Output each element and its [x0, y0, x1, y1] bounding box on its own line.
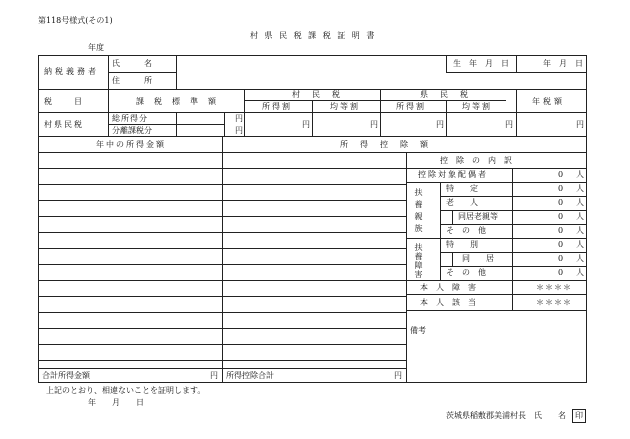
yen-unit: 円: [235, 114, 243, 123]
person-unit: 人: [576, 226, 584, 235]
self-applies-stars: ＊＊＊＊: [536, 298, 572, 307]
certify-date: 年 月 日: [88, 398, 144, 407]
specified-label: 特 定: [446, 184, 478, 193]
other-count: 0: [558, 226, 564, 235]
self-disabled-label: 本 人 障 害: [420, 283, 476, 292]
separate-tax-label: 分離課税分: [112, 126, 152, 135]
pref-income-rate: 所得割: [396, 102, 426, 111]
other2-label: そ の 他: [446, 268, 486, 277]
prefecture-tax-header: 県 民 税: [420, 90, 470, 99]
cohabiting-elderly-label: 同居老親等: [458, 212, 498, 221]
village-income-rate: 所得割: [262, 102, 292, 111]
deduction-detail-header: 控 除 の 内 訳: [440, 156, 512, 165]
birth-label: 生 年 月 日: [453, 59, 509, 68]
special-label: 特 別: [446, 240, 478, 249]
yen-unit: 円: [302, 120, 310, 129]
elderly-label: 老 人: [446, 198, 478, 207]
certify-text: 上記のとおり、相違ないことを証明します。: [46, 386, 206, 395]
cohabit-label: 同 居: [462, 254, 494, 263]
person-unit: 人: [576, 198, 584, 207]
yen-unit: 円: [505, 120, 513, 129]
other2-count: 0: [558, 268, 564, 277]
person-unit: 人: [576, 240, 584, 249]
spouse-label: 控除対象配偶者: [418, 170, 488, 179]
specified-count: 0: [558, 184, 564, 193]
total-income-label: 総所得分: [112, 114, 148, 123]
village-equal-rate: 均等割: [330, 102, 360, 111]
cohabit-count: 0: [558, 254, 564, 263]
village-tax-header: 村 民 税: [292, 90, 342, 99]
yen-unit: 円: [210, 371, 218, 380]
annual-tax-header: 年税額: [532, 97, 565, 106]
yen-unit: 円: [370, 120, 378, 129]
self-applies-label: 本 人 該 当: [420, 298, 476, 307]
name-field[interactable]: [178, 56, 445, 71]
name-label: 氏 名: [112, 59, 152, 68]
total-deduction-label: 所得控除合計: [226, 371, 274, 380]
spouse-count: 0: [558, 170, 564, 179]
elderly-count: 0: [558, 198, 564, 207]
disabled-dependents-label: 扶養障害: [414, 243, 423, 279]
annual-income-header: 年中の所得金額: [96, 140, 166, 149]
special-count: 0: [558, 240, 564, 249]
document-title: 村 県 民 税 課 税 証 明 書: [250, 31, 377, 40]
person-unit: 人: [576, 184, 584, 193]
yen-unit: 円: [576, 120, 584, 129]
yen-unit: 円: [436, 120, 444, 129]
dependents-label: 扶養親族: [414, 188, 423, 236]
remarks-label: 備考: [410, 326, 426, 335]
pref-equal-rate: 均等割: [462, 102, 492, 111]
yen-unit: 円: [394, 371, 402, 380]
address-label: 住 所: [112, 76, 152, 85]
yen-unit: 円: [235, 126, 243, 135]
seal-stamp: 印: [572, 409, 586, 423]
person-unit: 人: [576, 254, 584, 263]
form-number: 第118号様式(その1): [38, 16, 113, 25]
self-disabled-stars: ＊＊＊＊: [536, 283, 572, 292]
person-unit: 人: [576, 268, 584, 277]
deduction-header: 所 得 控 除 額: [340, 140, 430, 149]
person-unit: 人: [576, 212, 584, 221]
fiscal-year-label: 年度: [88, 43, 104, 52]
village-pref-tax-label: 村県民税: [44, 120, 84, 129]
taxpayer-label: 納税義務者: [44, 67, 99, 76]
tax-item-header: 税 目: [44, 97, 84, 106]
other-label: そ の 他: [446, 226, 486, 235]
issuer-name: 茨城県稲敷郡美浦村長 氏 名: [446, 411, 566, 420]
cohabiting-elderly-count: 0: [558, 212, 564, 221]
birth-value: 年 月 日: [543, 59, 583, 68]
standard-header: 課 税 標 準 額: [136, 97, 217, 106]
address-field[interactable]: [178, 73, 585, 88]
total-income-label: 合計所得金額: [42, 371, 90, 380]
person-unit: 人: [576, 170, 584, 179]
